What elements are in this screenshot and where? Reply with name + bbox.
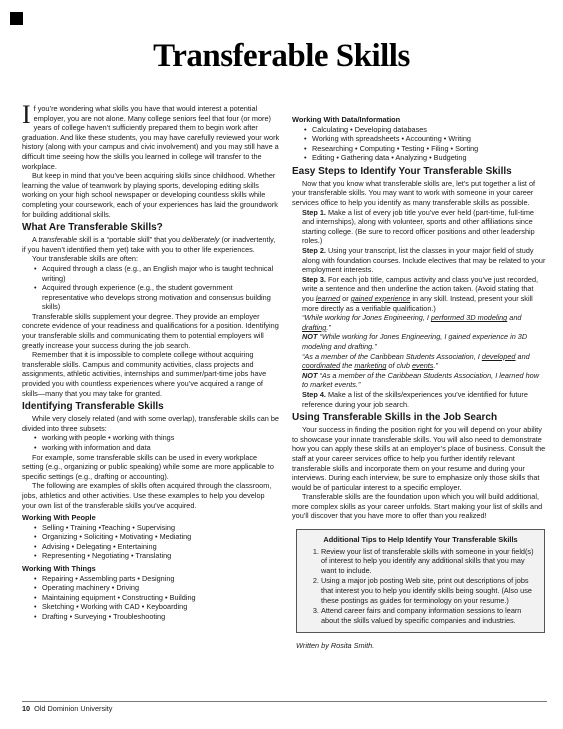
data-skill-list [292, 125, 547, 163]
heading-identifying: Identifying Transferable Skills [22, 401, 164, 413]
left-column [22, 100, 280, 622]
step-1: Step 1. Make a list of every job title you’ve ever held (part-time, full-time and internships), along with volunteer, sports and other affiliations since starting college. (Be sure to record officer positions and other leadership roles.) [302, 207, 535, 246]
people-skill-list [22, 523, 280, 561]
intro-paragraph: If you’re wondering what skills you have that would interest a potential employer, you are not alone. Many college seniors feel that four (or more) years of college haven’t sufficiently prepared them to begin work after graduation. And like these students, you may have carefully reviewed your work history (along with your campus and civic involvement) and you may still have a difficult time seeing how the skills you learned in college will transfer to the workplace. [22, 100, 280, 171]
ident-paragraph-2: For example, some transferable skills can be used in every workplace setting (e.g., organizing or public speaking) while some are more applicable to specific settings (e.g., drafting or accounting). [22, 452, 274, 481]
counter-example-2: NOT “As a member of the Caribbean Students Association, I learned how to market events.” [302, 370, 539, 390]
example-quote-1: “While working for Jones Engineering, I performed 3D modeling and drafting.” [302, 313, 522, 332]
list-item: • Acquired through experience (e.g., the student government representative who develops strong motivation and consensus building skills) [42, 283, 280, 312]
corner-marker [10, 12, 23, 25]
additional-tips-box [296, 529, 545, 633]
using-paragraph-2: Transferable skills are the foundation upon which you will build additional, more complex skills as your career unfolds. Start making your list of skills and you’ll discover that you have more to offer than you realized! [292, 492, 543, 521]
list-item: • Calculating • Developing databases [312, 125, 547, 135]
what-paragraph-2: Your transferable skills are often: [32, 254, 138, 264]
what-paragraph-3: Transferable skills supplement your degree. They provide an employer concrete evidence of your readiness and qualifications for a position. Identifying your transferable skills and communicating them to potential employers will greatly increase your success during the job search. [22, 311, 279, 350]
list-item: • Operating machinery • Driving [42, 583, 280, 593]
counter-example-1: NOT “While working for Jones Engineering, I gained experience in 3D modeling and drafting.” [302, 332, 528, 351]
list-item: 2. Using a major job posting Web site, print out descriptions of jobs that interest you to help you identify skills being sought. (Also use these postings as guides for terminology on your resume.) [321, 576, 536, 605]
using-paragraph-1: Your success in finding the position right for you will depend on your ability to showcase your innate transferable skills. You will also need to demonstrate how you can apply these skills at an employer’s place of business. Consult the staff at your career services office to help you further identify relevant transferable skills and incorporate them on your resume and during your interviews. During each interview, be sure to emphasize only those skills that would be of particular interest to a specific employer. [292, 425, 546, 492]
list-item: • Maintaining equipment • Constructing • Building [42, 593, 280, 603]
things-skill-list [22, 574, 280, 622]
heading-working-with-data: Working With Data/Information [292, 115, 401, 124]
drop-cap: I [22, 100, 31, 129]
publisher-name: Old Dominion University [34, 704, 113, 713]
list-item: • Selling • Training •Teaching • Supervising [42, 523, 280, 533]
ident-paragraph-3: The following are examples of skills often acquired through the classroom, jobs, athletics and other activities. Use these examples to help you develop your own list of the transferable skills you’ve acquired. [22, 481, 272, 510]
list-item: • Editing • Gathering data • Analyzing • Budgeting [312, 153, 547, 163]
step-4: Step 4. Make a list of the skills/experiences you’ve identified for future reference during your job search. [302, 389, 528, 409]
list-item: • Acquired through a class (e.g., an English major who is taught technical writing) [42, 264, 280, 283]
tips-heading: Additional Tips to Help Identify Your Transferable Skills [323, 535, 518, 545]
example-quote-2: “As a member of the Caribbean Students Association, I developed and coordinated the marketing of club events.” [302, 351, 530, 371]
what-paragraph-1: A transferable skill is a “portable skill” that you deliberately (or inadvertently, if you haven’t identified them yet) take with you to other life experiences. [22, 235, 276, 254]
heading-working-with-things: Working With Things [22, 564, 96, 574]
author-credit: Written by Rosita Smith. [296, 641, 375, 651]
page-number: 10 [22, 704, 31, 713]
right-column [292, 104, 547, 651]
ident-bullet-list [22, 433, 280, 452]
ident-paragraph-1: While very closely related (and with some overlap), transferable skills can be divided into three subsets: [22, 414, 279, 433]
step-2: Step 2. Using your transcript, list the classes in your major field of study along with foundation courses. Include electives that may be related to your employment interests. [302, 246, 546, 275]
list-item: • Representing • Negotiating • Translating [42, 551, 280, 561]
heading-working-with-people: Working With People [22, 513, 96, 523]
list-item: • Working with spreadsheets • Accounting • Writing [312, 134, 547, 144]
intro-paragraph-2: But keep in mind that you’ve been acquiring skills since childhood. Whether learning the value of teamwork by playing sports, developing editing skills working on your high school newspaper or developing countless skills while completing your coursework, each of your experiences has laid the groundwork for building additional skills. [22, 171, 278, 219]
steps-intro: Now that you know what transferable skills are, let’s put together a list of your transferable skills. You may want to work with someone in your career services office to help you identify as many transferable skills as possible. [292, 178, 536, 208]
page-footer [22, 704, 112, 713]
what-paragraph-4: Remember that it is impossible to complete college without acquiring transferable skills. Campus and community activities, class projects and assignments, athletic activities, internships and summer/part-time jobs have provided you with countless experiences where you’ve acquired a range of skills—many that you may take for granted. [22, 350, 267, 398]
list-item: • Drafting • Surveying • Troubleshooting [42, 612, 280, 622]
list-item: • Advising • Delegating • Entertaining [42, 542, 280, 552]
list-item: • working with people • working with things [42, 433, 280, 443]
list-item: • Repairing • Assembling parts • Designing [42, 574, 280, 584]
page-title: Transferable Skills [153, 38, 410, 74]
list-item: 1. Review your list of transferable skills with someone in your field(s) of interest to help you identify any additional skills that you may want to include. [321, 547, 536, 576]
tips-list [305, 547, 536, 626]
list-item: • Researching • Computing • Testing • Filing • Sorting [312, 144, 547, 154]
step-3: Step 3. For each job title, campus activity and class you’ve just recorded, write a sentence and then underline the action taken. (Avoid stating that you learned or gained experience in any skill. Instead, present your skill more directly as a verifiable qualification.) [302, 274, 539, 313]
heading-what-are: What Are Transferable Skills? [22, 222, 163, 234]
list-item: • working with information and data [42, 443, 280, 453]
heading-easy-steps: Easy Steps to Identify Your Transferable Skills [292, 165, 512, 177]
list-item: • Sketching • Working with CAD • Keyboarding [42, 602, 280, 612]
list-item: • Organizing • Soliciting • Motivating • Mediating [42, 532, 280, 542]
list-item: 3. Attend career fairs and company information sessions to learn about the skills valued by specific companies and industries. [321, 606, 536, 625]
footer-divider [22, 701, 547, 702]
heading-using-skills: Using Transferable Skills in the Job Search [292, 412, 498, 424]
what-bullet-list [22, 264, 280, 312]
